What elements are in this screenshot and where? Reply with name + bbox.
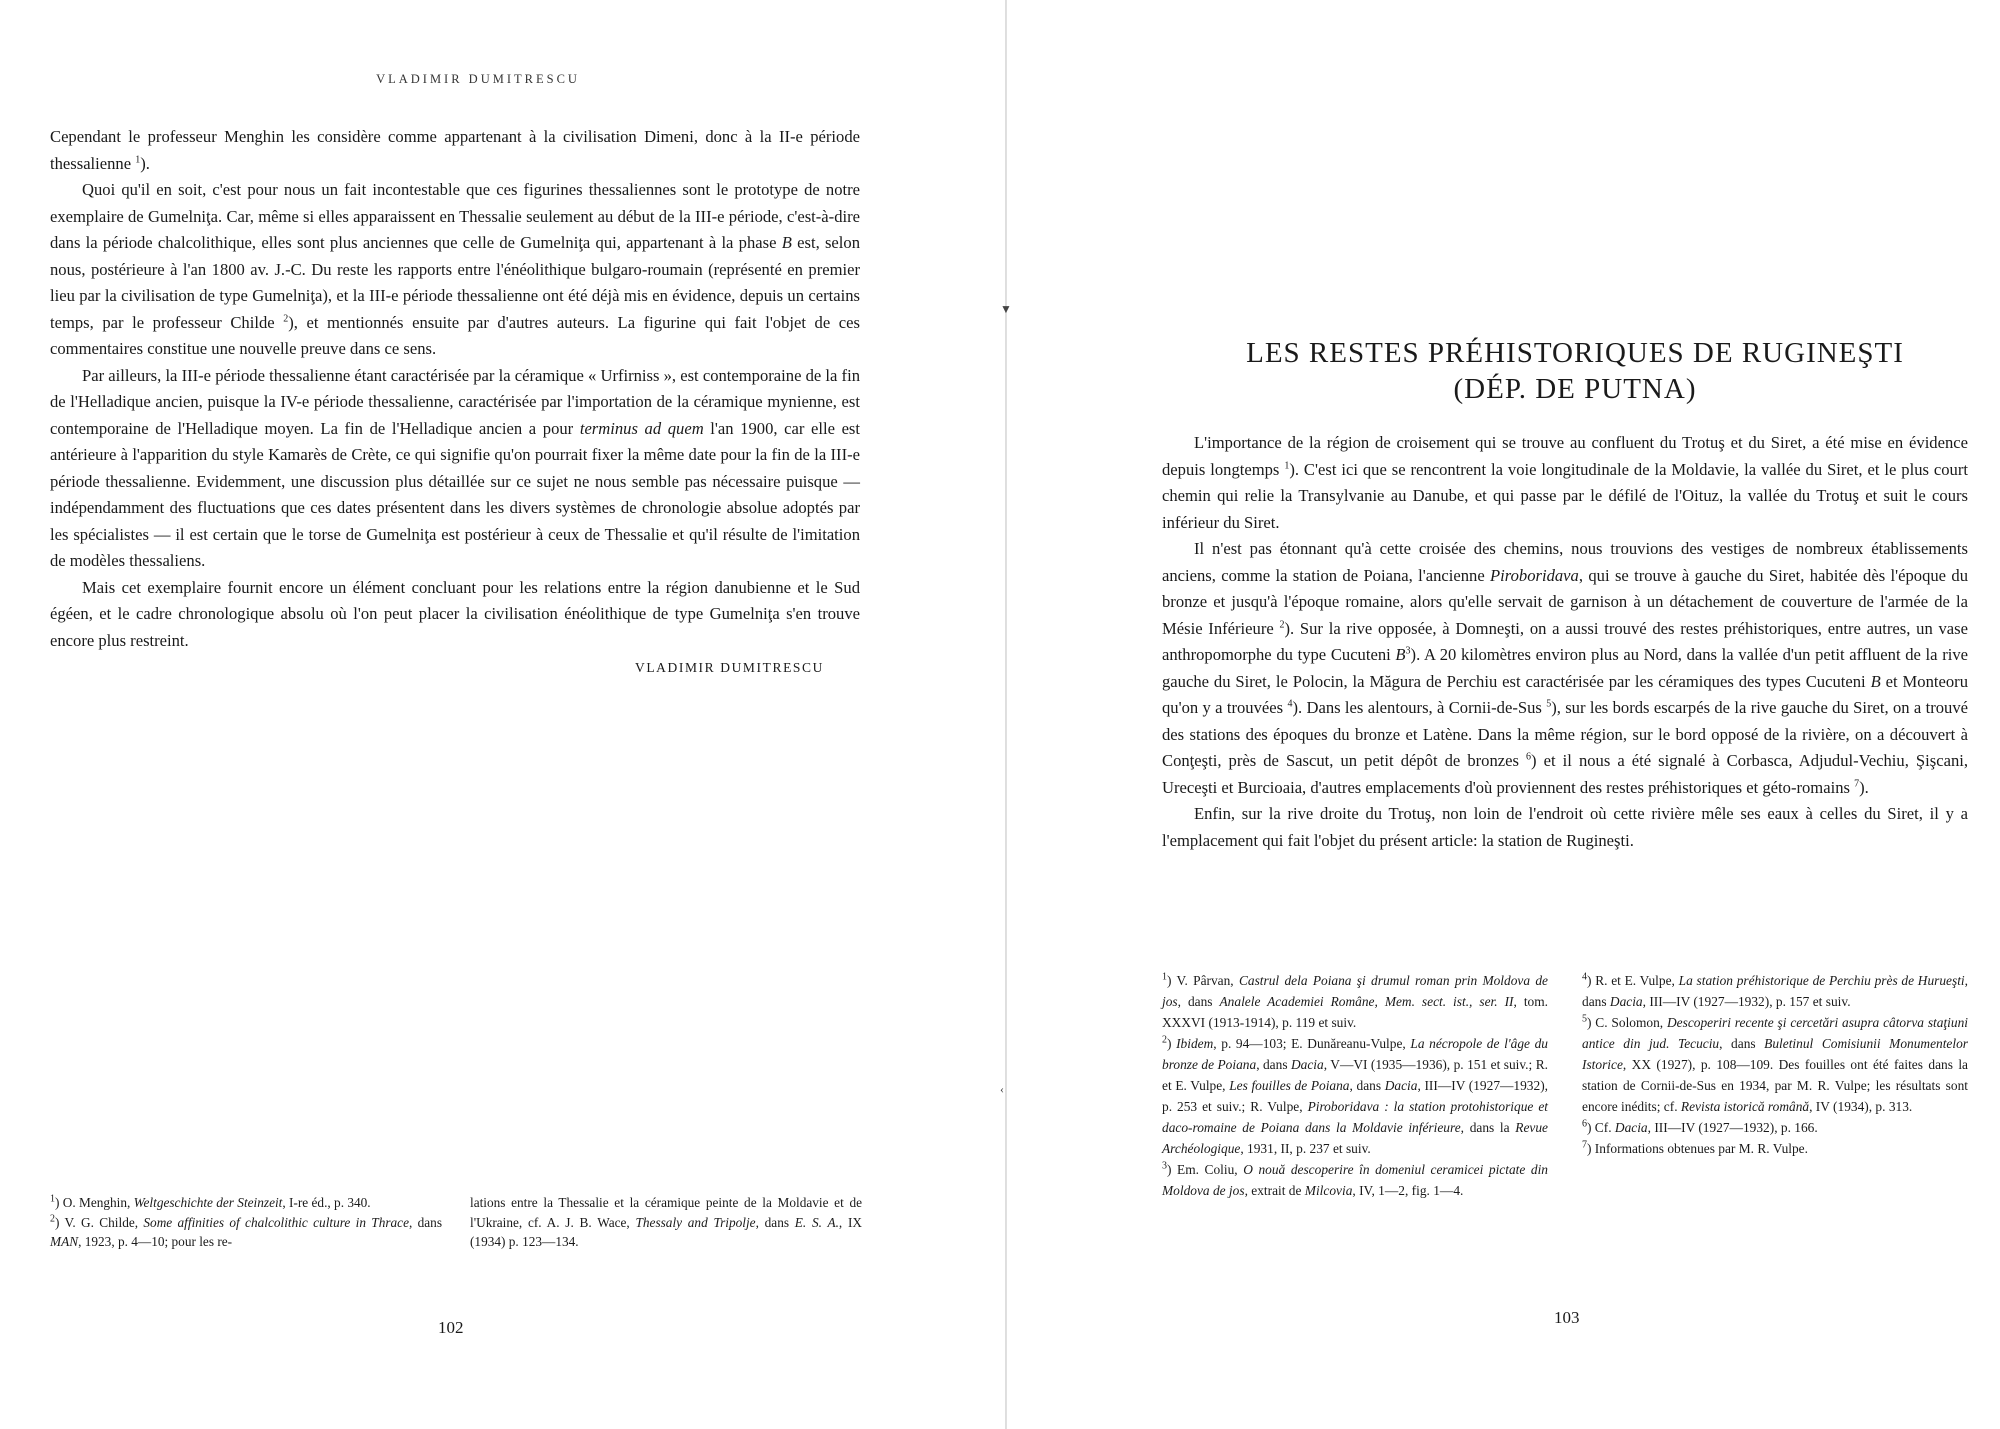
running-head: VLADIMIR DUMITRESCU <box>376 72 580 86</box>
footnote-2-continued: lations entre la Thessalie et la céramique peinte de la Moldavie et de l'Ukraine, cf. A. J. B. Wace, Thessaly and Tripolje, dans E. S. A., IX (1934) p. 123—134. <box>470 1195 862 1250</box>
title-line: LES RESTES PRÉHISTORIQUES DE RUGINEŞTI <box>1246 337 1904 369</box>
paragraph: Enfin, sur la rive droite du Trotuş, non loin de l'endroit où cette rivière mêle ses eaux à celles du Siret, il y a l'emplacement qui fait l'objet du présent article: la station de Rugineşti. <box>1162 804 1968 850</box>
footnote-1: $^1$) V. Pârvan, Castrul dela Poiana şi drumul roman prin Moldova de jos, dans Analele Academiei Române, Mem. sect. ist., ser. II, tom. XXXVI (1913-1914), p. 119 et suiv. <box>1162 971 1549 1030</box>
footnote-column <box>470 1193 862 1252</box>
paragraph: Mais cet exemplaire fournit encore un élément concluant pour les relations entre la région danubienne et le Sud égéen, et le cadre chronologique absolu où l'on peut placer la civilisation énéolithique de type Gumelniţa s'en trouve encore plus restreint. <box>50 577 860 650</box>
paragraph: Cependant le professeur Menghin les considère comme appartenant à la civilisation Dimeni, donc à la II-e période thessalienne $^1$). <box>50 127 860 173</box>
footnote-column <box>1162 970 1548 1201</box>
footnote-5: $^5$) C. Solomon, Descoperiri recente şi cercetări asupra câtorva staţiuni antice din jud. Tecuciu, dans Buletinul Comisiunii Monumentelor Istorice, XX (1927), p. 108—109. Des fouilles ont été faites dans la station de Cornii-de-Sus en 1934, par M. R. Vulpe; les résultats sont encore inédits; cf. Revista istorică română, IV (1934), p. 313. <box>1582 1013 1969 1114</box>
footnote-6: $^6$) Cf. Dacia, III—IV (1927—1932), p. 166. <box>1582 1118 1818 1135</box>
author-signature: VLADIMIR DUMITRESCU <box>634 660 824 675</box>
article-title <box>1000 335 2000 407</box>
footnote-7: $^7$) Informations obtenues par M. R. Vulpe. <box>1582 1139 1808 1156</box>
gutter-mark: ‹ <box>1000 1082 1004 1096</box>
paragraph: Par ailleurs, la III-e période thessalienne étant caractérisée par la céramique « Urfirniss », est contemporaine de la fin de l'Helladique ancien, puisque la IV-e période thessalienne, caractérisée par l'importation de la céramique mynienne, est contemporaine de l'Helladique moyen. La fin de l'Helladique ancien a pour terminus ad quem l'an 1900, car elle est antérieure à l'apparition du style Kamarès de Crète, ce qui signifie qu'on pourrait fixer la même date pour la fin de la III-e période thessalienne. Evidemment, une discussion plus détaillée sur ce sujet ne nous semble pas nécessaire puisque — indépendamment des fluctuations que ces dates présentent dans les divers systèmes de chronologie absolue adoptés par les spécialistes — il est certain que le torse de Gumelniţa est postérieur à ceux de Thessalie et qu'il résulte de l'imitation de modèles thessaliens. <box>50 365 861 570</box>
right-body-text <box>1162 430 1968 854</box>
title-line: (DÉP. DE PUTNA) <box>1453 373 1697 405</box>
footnote-4: $^4$) R. et E. Vulpe, La station préhistorique de Perchiu près de Hurueşti, dans Dacia, III—IV (1927—1932), p. 157 et suiv. <box>1582 971 1968 1009</box>
footnote-2: $^2$) V. G. Childe, Some affinities of chalcolithic culture in Thrace, dans MAN, 1923, p. 4—10; pour les re- <box>50 1213 443 1250</box>
page-number: 102 <box>438 1318 464 1337</box>
left-body-text <box>50 124 860 676</box>
gutter-mark: ▼ <box>1000 302 1012 316</box>
paragraph: Quoi qu'il en soit, c'est pour nous un fait incontestable que ces figurines thessaliennes sont le prototype de notre exemplaire de Gumelniţa. Car, même si elles apparaissent en Thessalie seulement au début de la III-e période, c'est-à-dire dans la période chalcolithique, elles sont plus anciennes que celle de Gumelniţa qui, appartenant à la phase B est, selon nous, postérieure à l'an 1800 av. J.-C. Du reste les rapports entre l'énéolithique bulgaro-roumain (représenté en premier lieu par la civilisation de type Gumelniţa), et la III-e période thessalienne ont été déjà mis en évidence, depuis un certains temps, par le professeur Childe $^2$), et mentionnés ensuite par d'autres auteurs. La figurine qui fait l'objet de ces commentaires constitue une nouvelle preuve dans ce sens. <box>50 180 861 358</box>
right-page <box>1000 0 2000 1429</box>
left-footnotes <box>50 1193 862 1252</box>
page-number: 103 <box>1554 1308 1580 1327</box>
footnote-2: $^2$) Ibidem, p. 94—103; E. Dunăreanu-Vulpe, La nécropole de l'âge du bronze de Poiana, dans Dacia, V—VI (1935—1936), p. 151 et suiv.; R. et E. Vulpe, Les fouilles de Poiana, dans Dacia, III—IV (1927—1932), p. 253 et suiv.; R. Vulpe, Piroboridava : la station protohistorique et daco-romaine de Poiana dans la Moldavie inférieure, dans la Revue Archéologique, 1931, II, p. 237 et suiv. <box>1162 1034 1549 1156</box>
paragraph: Il n'est pas étonnant qu'à cette croisée des chemins, nous trouvions des vestiges de nombreux établissements anciens, comme la station de Poiana, l'ancienne Piroboridava, qui se trouve à gauche du Siret, habitée dès l'époque du bronze et jusqu'à l'époque romaine, alors qu'elle servait de garnison à un détachement de couverture de l'armée de la Mésie Inférieure $^2$). Sur la rive opposée, à Domneşti, on a aussi trouvé des restes préhistoriques, entre autres, un vase anthropomorphe du type Cucuteni $B^3$). A 20 kilomètres environ plus au Nord, dans la vallée d'un petit affluent de la rive gauche du Siret, le Polocin, la Măgura de Perchiu est caractérisée par les céramiques des types Cucuteni B et Monteoru qu'on y a trouvées $^4$). Dans les alentours, à Cornii-de-Sus $^5$), sur les bords escarpés de la rive gauche du Siret, on a trouvé des stations des époques du bronze et Latène. Dans la même région, sur le bord opposé de la rivière, on a découvert à Conţeşti, près de Sascut, un petit dépôt de bronzes $^6$) et il nous a été signalé à Corbasca, Adjudul-Vechiu, Şişcani, Ureceşti et Burcioaia, d'autres emplacements d'où proviennent des restes préhistoriques et géto-romains $^7$). <box>1162 539 1969 797</box>
paragraph: L'importance de la région de croisement qui se trouve au confluent du Trotuş et du Siret, a été mise en évidence depuis longtemps $^1$). C'est ici que se rencontrent la voie longitudinale de la Moldavie, la vallée du Siret, et le plus court chemin qui relie la Transylvanie au Danube, et qui passe par le défilé de l'Oituz, la vallée du Trotuş et suit le cours inférieur du Siret. <box>1162 433 1968 532</box>
footnote-column <box>50 1193 442 1252</box>
footnote-3: $^3$) Em. Coliu, O nouă descoperire în domeniul ceramicei pictate din Moldova de jos, extrait de Milcovia, IV, 1—2, fig. 1—4. <box>1162 1160 1548 1198</box>
footnote-1: $^1$) O. Menghin, Weltgeschichte der Steinzeit, I-re éd., p. 340. <box>50 1193 371 1210</box>
footnote-column <box>1582 970 1968 1201</box>
right-footnotes <box>1162 970 1968 1201</box>
